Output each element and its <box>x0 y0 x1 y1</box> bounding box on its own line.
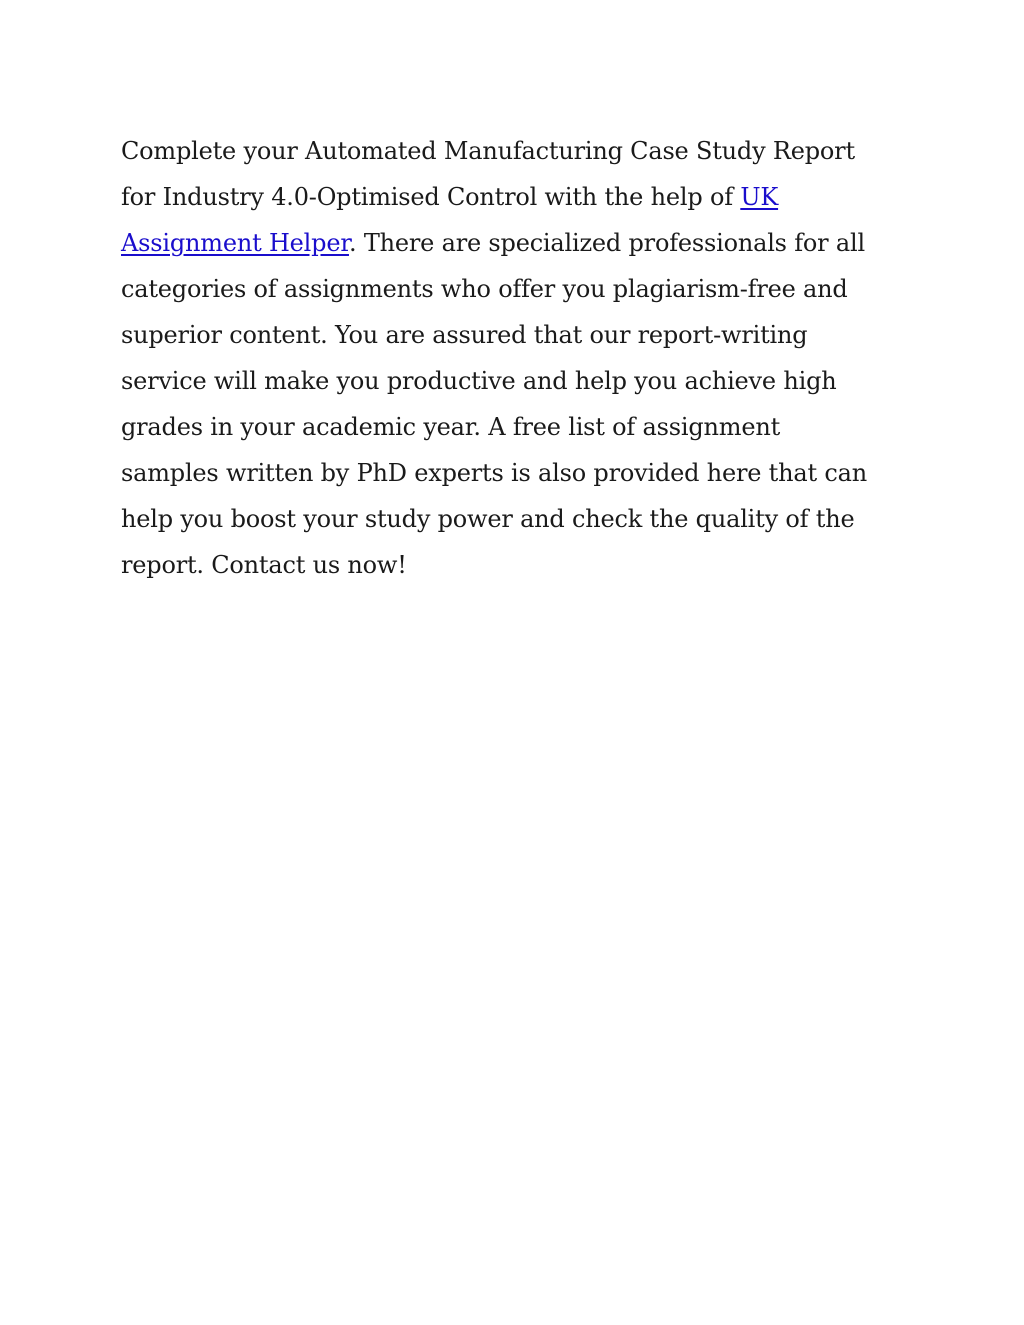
paragraph-line: service will make you productive and help you achieve high <box>121 367 837 395</box>
paragraph-line: grades in your academic year. A free list of assignment <box>121 413 781 441</box>
paragraph-line: report. Contact us now! <box>121 551 407 579</box>
body-paragraph <box>121 128 901 588</box>
uk-assignment-helper-link[interactable]: Assignment Helper <box>121 229 349 257</box>
paragraph-line <box>121 174 901 220</box>
uk-assignment-helper-link[interactable]: UK <box>740 183 779 211</box>
paragraph-line: superior content. You are assured that our report-writing <box>121 321 808 349</box>
paragraph-line: categories of assignments who offer you plagiarism-free and <box>121 275 848 303</box>
paragraph-line <box>121 220 901 266</box>
paragraph-text: . There are specialized professionals for all <box>348 229 865 257</box>
paragraph-line: Complete your Automated Manufacturing Case Study Report <box>121 137 855 165</box>
paragraph-line: samples written by PhD experts is also provided here that can <box>121 459 867 487</box>
paragraph-text: for Industry 4.0-Optimised Control with the help of <box>121 183 741 211</box>
paragraph-line: help you boost your study power and check the quality of the <box>121 505 855 533</box>
